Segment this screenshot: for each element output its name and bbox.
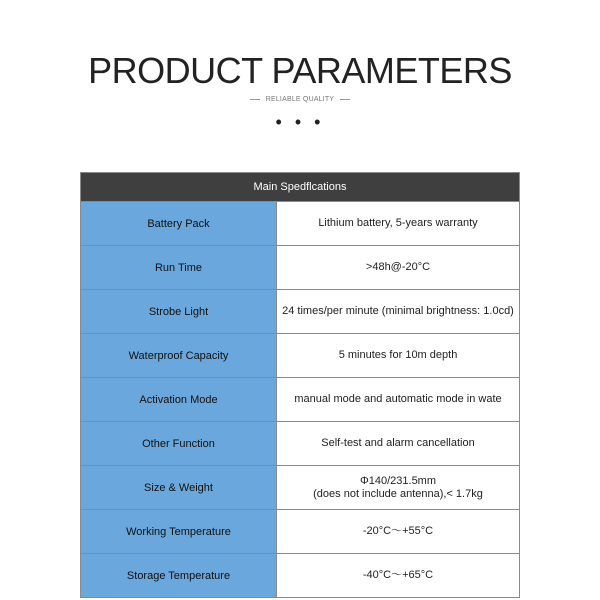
- table-row: [81, 245, 519, 289]
- spec-label: Size & Weight: [81, 466, 277, 509]
- decorative-dots: • • •: [275, 112, 325, 132]
- spec-value: manual mode and automatic mode in wate: [277, 378, 519, 421]
- table-row: [81, 465, 519, 509]
- table-row: [81, 201, 519, 245]
- spec-label: Storage Temperature: [81, 554, 277, 597]
- subtitle-row: [0, 96, 600, 103]
- table-row: [81, 377, 519, 421]
- spec-label: Run Time: [81, 246, 277, 289]
- spec-value: 5 minutes for 10m depth: [277, 334, 519, 377]
- spec-label: Battery Pack: [81, 202, 277, 245]
- table-row: [81, 509, 519, 553]
- table-row: [81, 553, 519, 597]
- spec-value: Self-test and alarm cancellation: [277, 422, 519, 465]
- spec-label: Other Function: [81, 422, 277, 465]
- page-subtitle: RELIABLE QUALITY: [265, 96, 335, 103]
- spec-label: Working Temperature: [81, 510, 277, 553]
- spec-value: 24 times/per minute (minimal brightness: 1.0cd): [277, 290, 519, 333]
- spec-label: Activation Mode: [81, 378, 277, 421]
- table-row: [81, 333, 519, 377]
- spec-value: >48h@-20°C: [277, 246, 519, 289]
- spec-value: Lithium battery, 5-years warranty: [277, 202, 519, 245]
- specifications-table: [80, 172, 520, 598]
- spec-value: -20°C～+55°C: [277, 510, 519, 553]
- table-row: [81, 289, 519, 333]
- spec-label: Waterproof Capacity: [81, 334, 277, 377]
- table-row: [81, 421, 519, 465]
- subtitle-divider-left: [250, 99, 260, 100]
- spec-label: Strobe Light: [81, 290, 277, 333]
- table-heading: Main Spedflcations: [81, 173, 519, 201]
- spec-value: -40°C～+65°C: [277, 554, 519, 597]
- subtitle-divider-right: [340, 99, 350, 100]
- spec-value: Φ140/231.5mm (does not include antenna),< 1.7kg: [277, 466, 519, 509]
- page-title: PRODUCT PARAMETERS: [88, 50, 512, 91]
